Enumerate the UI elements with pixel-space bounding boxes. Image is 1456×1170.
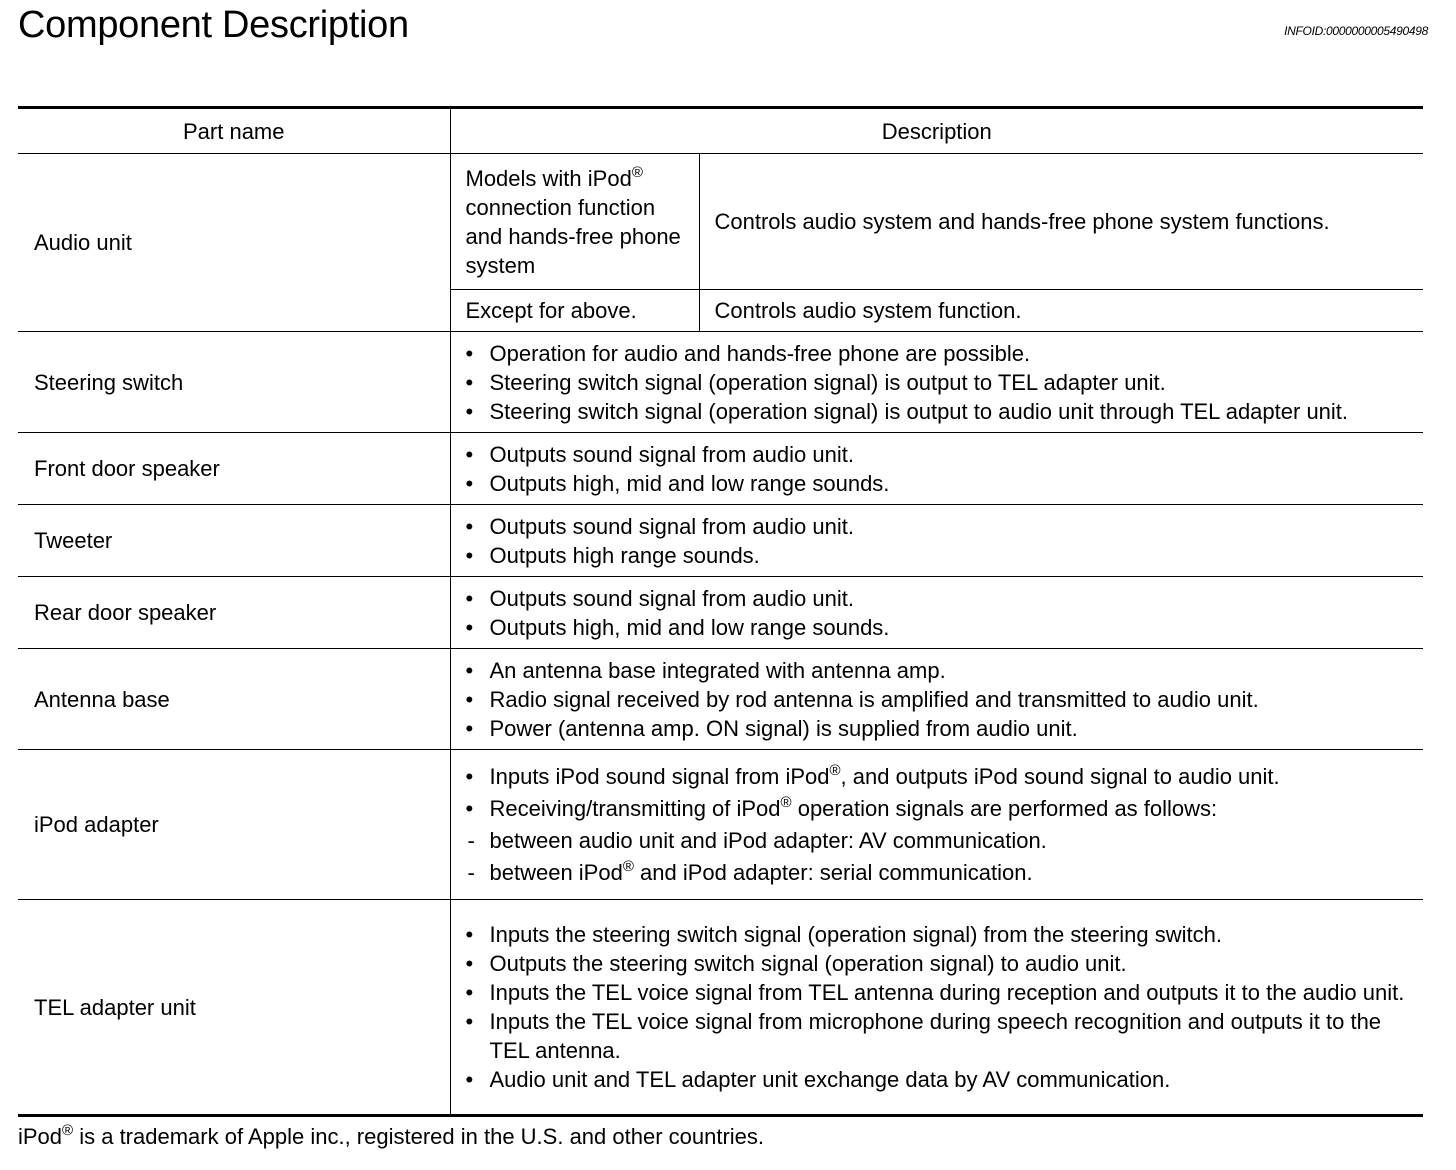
list-item: • Inputs the TEL voice signal from TEL antenna during reception and outputs it to the audio unit. — [466, 978, 1416, 1007]
header-description: Description — [450, 108, 1423, 154]
registered-mark: ® — [829, 762, 841, 779]
description-list — [451, 579, 1424, 647]
trademark-footnote — [18, 1124, 764, 1150]
list-item: • Outputs sound signal from audio unit. — [466, 512, 1416, 541]
description-cell — [450, 577, 1423, 649]
table-row-front-door-speaker — [18, 433, 1423, 505]
description-list — [451, 334, 1424, 431]
list-item — [466, 794, 1416, 823]
list-item: • Outputs high, mid and low range sounds. — [466, 613, 1416, 642]
model-text-pre: Models with iPod — [465, 165, 632, 191]
page-title: Component Description — [18, 4, 409, 46]
part-name-cell: iPod adapter — [18, 750, 450, 900]
part-name-cell: Audio unit — [18, 154, 450, 332]
list-item: • Steering switch signal (operation signal) is output to TEL adapter unit. — [466, 368, 1416, 397]
description-list — [451, 507, 1424, 575]
model-text-post: connection function and hands-free phone system — [465, 194, 681, 278]
header-part-name: Part name — [18, 108, 450, 154]
description-cell: Controls audio system and hands-free phone system functions. — [699, 154, 1423, 290]
description-cell — [450, 505, 1423, 577]
list-item: - between audio unit and iPod adapter: AV communication. — [466, 826, 1416, 855]
description-cell — [450, 900, 1423, 1116]
list-item: • Power (antenna amp. ON signal) is supplied from audio unit. — [466, 714, 1416, 743]
description-cell — [450, 433, 1423, 505]
table-row-tweeter — [18, 505, 1423, 577]
list-item: • Inputs the steering switch signal (operation signal) from the steering switch. — [466, 920, 1416, 949]
table-row-antenna-base — [18, 649, 1423, 750]
description-cell — [450, 332, 1423, 433]
description-list — [451, 651, 1424, 748]
table-row-audio-unit — [18, 154, 1423, 290]
item-text-post: , and outputs iPod sound signal to audio unit. — [840, 764, 1280, 789]
list-item: • Outputs high, mid and low range sounds. — [466, 469, 1416, 498]
registered-mark: ® — [622, 858, 634, 875]
description-cell — [450, 649, 1423, 750]
item-text-pre: Inputs iPod sound signal from iPod — [489, 764, 830, 789]
description-list — [451, 754, 1424, 895]
model-cell — [450, 154, 699, 290]
list-item: • Outputs the steering switch signal (operation signal) to audio unit. — [466, 949, 1416, 978]
registered-mark: ® — [631, 163, 643, 181]
table-row-steering-switch — [18, 332, 1423, 433]
list-item: • Steering switch signal (operation signal) is output to audio unit through TEL adapter unit. — [466, 397, 1416, 426]
list-item: • An antenna base integrated with antenna amp. — [466, 656, 1416, 685]
table-header-row — [18, 108, 1423, 154]
model-cell: Except for above. — [450, 290, 699, 332]
list-item: • Operation for audio and hands-free phone are possible. — [466, 339, 1416, 368]
list-item: • Outputs high range sounds. — [466, 541, 1416, 570]
description-cell — [450, 750, 1423, 900]
footnote-pre: iPod — [18, 1124, 63, 1149]
list-item: • Radio signal received by rod antenna is amplified and transmitted to audio unit. — [466, 685, 1416, 714]
item-text-pre: between iPod — [489, 860, 623, 885]
item-text-post: and iPod adapter: serial communication. — [633, 860, 1033, 885]
part-name-cell: Steering switch — [18, 332, 450, 433]
footnote-post: is a trademark of Apple inc., registered in the U.S. and other countries. — [73, 1124, 765, 1149]
part-name-cell: Front door speaker — [18, 433, 450, 505]
component-table — [18, 106, 1423, 1117]
description-list — [451, 435, 1424, 503]
item-text-pre: Receiving/transmitting of iPod — [489, 796, 781, 821]
list-item: • Audio unit and TEL adapter unit exchange data by AV communication. — [466, 1065, 1416, 1094]
description-list — [451, 915, 1424, 1099]
list-item: • Inputs the TEL voice signal from microphone during speech recognition and outputs it to the TEL antenna. — [466, 1007, 1416, 1065]
list-item: • Outputs sound signal from audio unit. — [466, 584, 1416, 613]
item-text-post: operation signals are performed as follows: — [791, 796, 1218, 821]
list-item — [466, 858, 1416, 887]
description-cell: Controls audio system function. — [699, 290, 1423, 332]
part-name-cell: Antenna base — [18, 649, 450, 750]
table-row-rear-door-speaker — [18, 577, 1423, 649]
table-row-ipod-adapter — [18, 750, 1423, 900]
registered-mark: ® — [780, 794, 792, 811]
list-item — [466, 762, 1416, 791]
registered-mark: ® — [62, 1122, 74, 1139]
part-name-cell: Rear door speaker — [18, 577, 450, 649]
part-name-cell: TEL adapter unit — [18, 900, 450, 1116]
part-name-cell: Tweeter — [18, 505, 450, 577]
table-row-tel-adapter-unit — [18, 900, 1423, 1116]
list-item: • Outputs sound signal from audio unit. — [466, 440, 1416, 469]
info-id: INFOID:0000000005490498 — [1284, 24, 1428, 38]
